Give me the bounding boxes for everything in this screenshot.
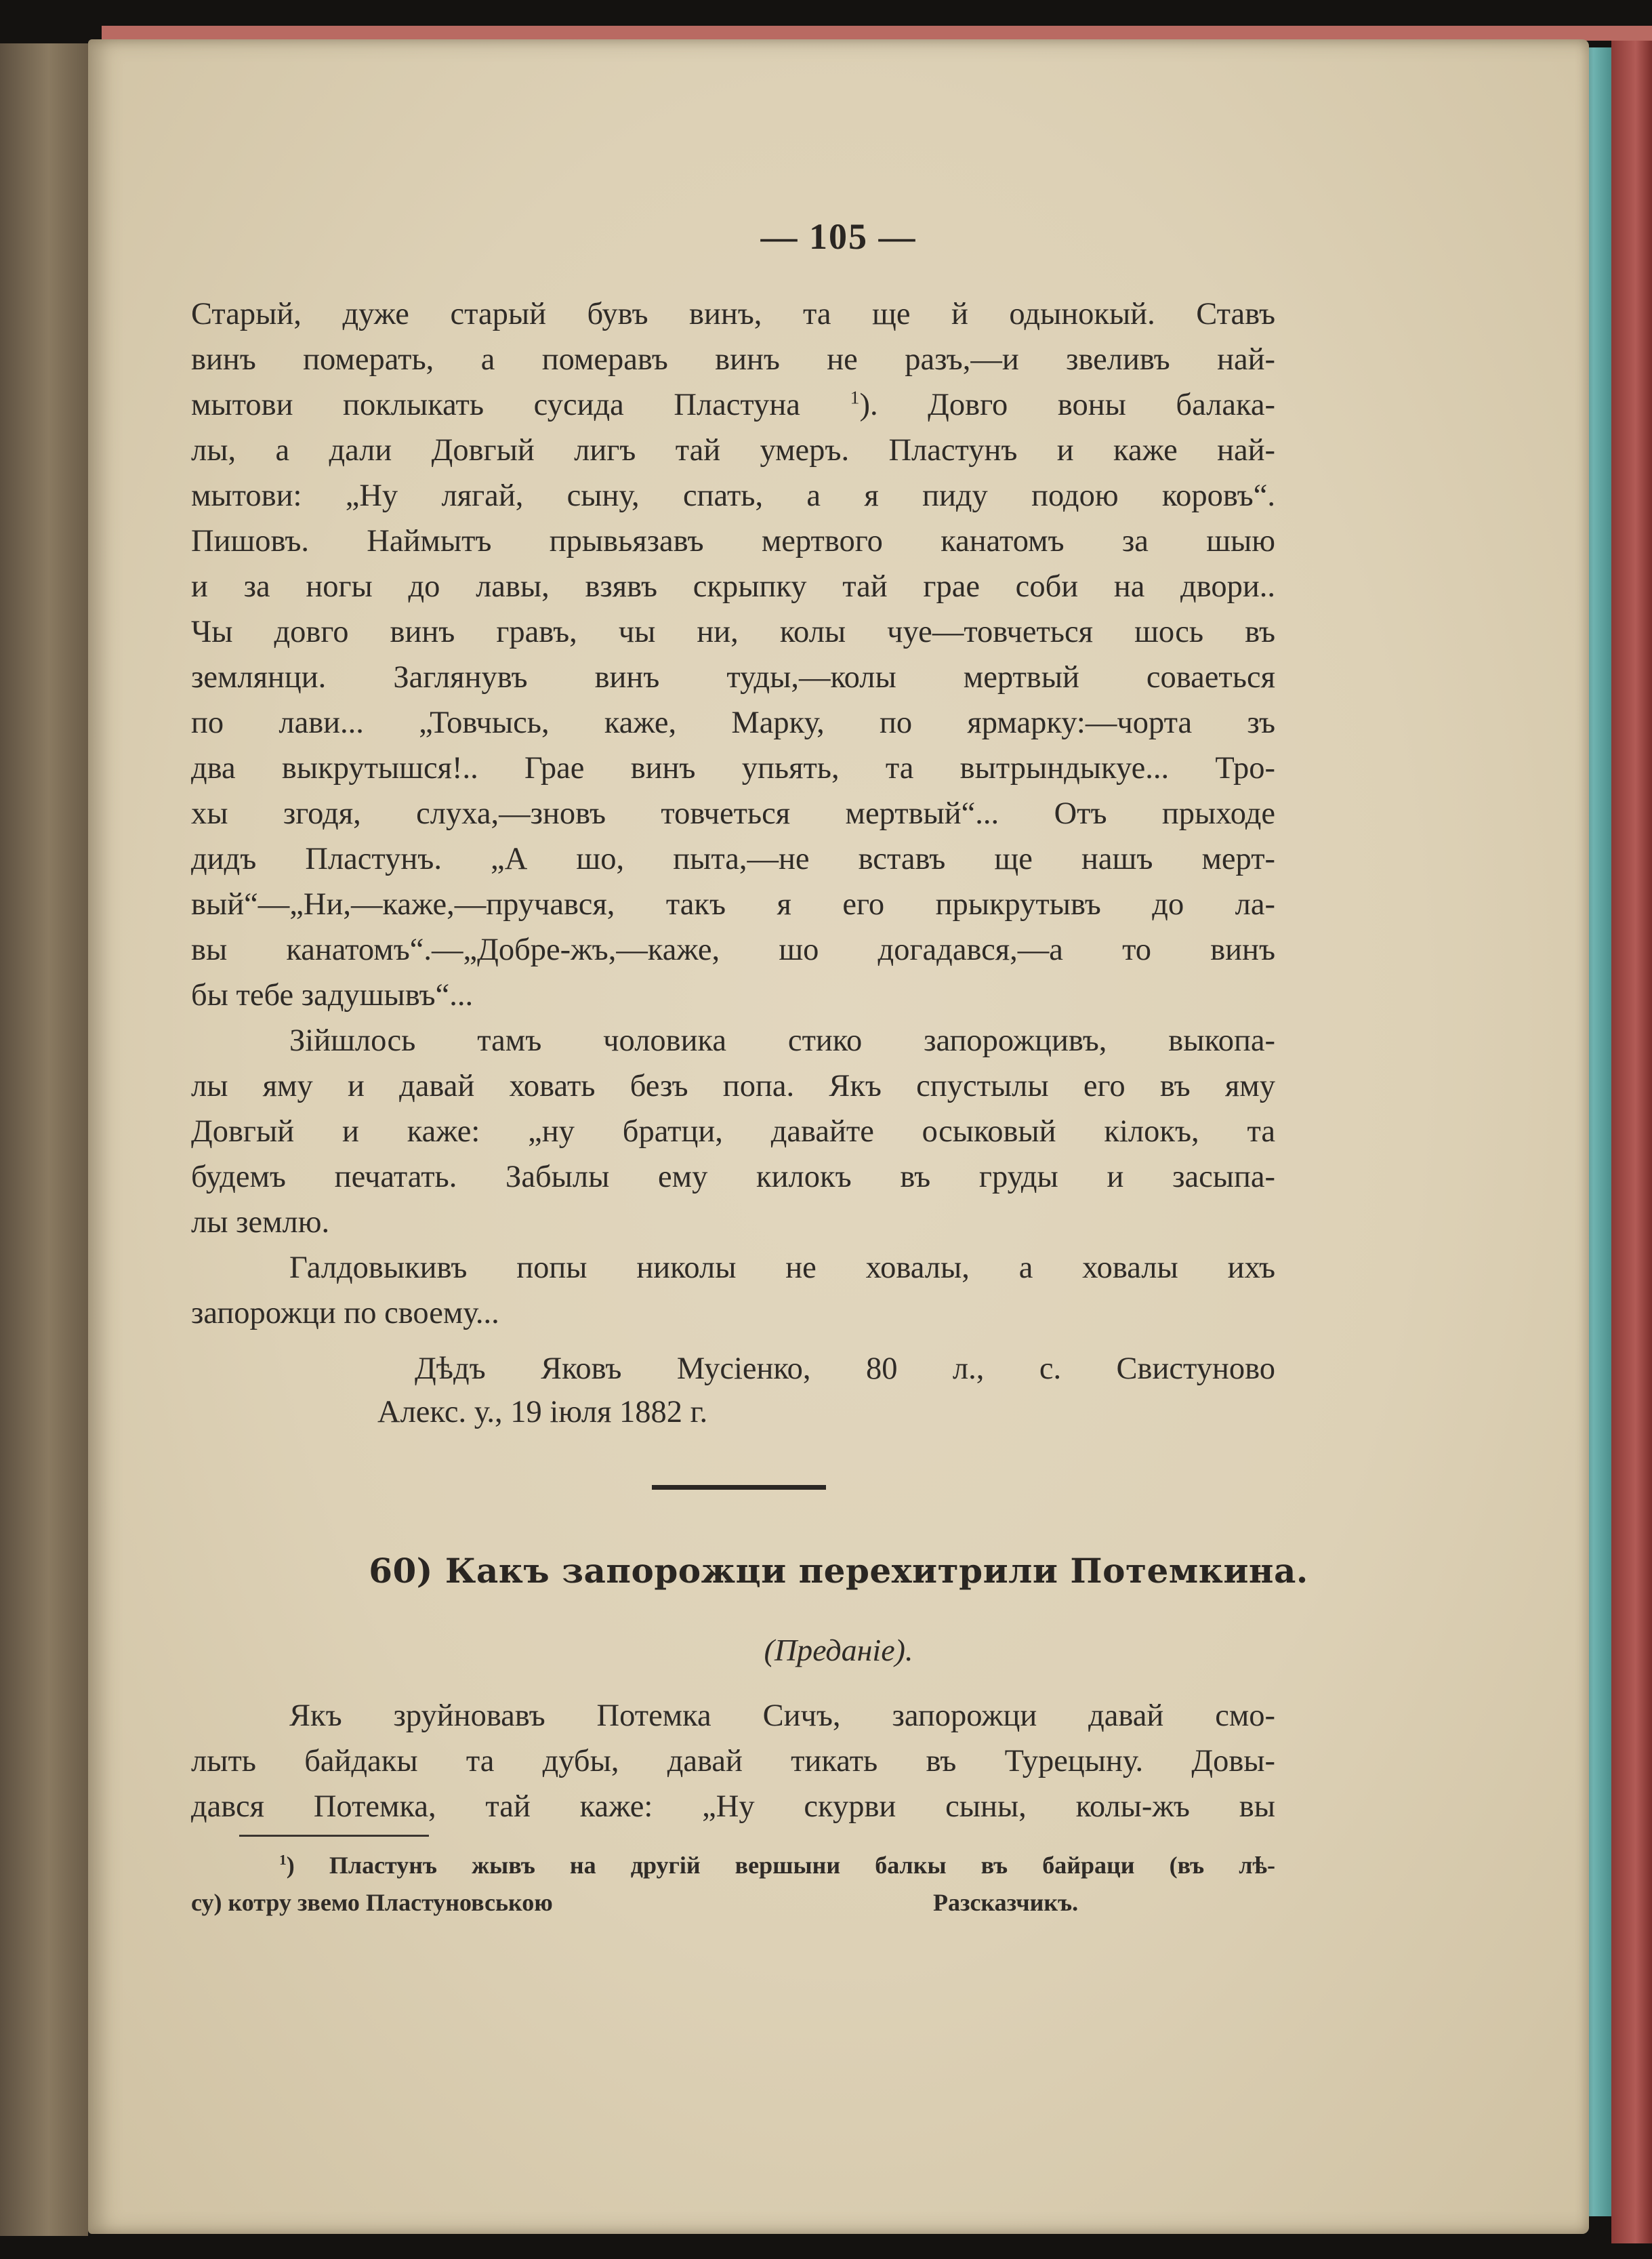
text-line: лы яму и давай ховать безъ попа. Якъ спустылы его въ яму <box>191 1069 1275 1103</box>
text-line: Галдовыкивъ попы николы не ховалы, а ховалы ихъ <box>289 1250 1275 1285</box>
binding-edge <box>102 26 1652 41</box>
text-line: дидъ Пластунъ. „А шо, пыта,—не вставъ ще нашъ мерт- <box>191 842 1275 876</box>
text-line: будемъ печатать. Забылы ему килокъ въ груды и засыпа- <box>191 1160 1275 1194</box>
text-line: бы тебе задушывъ“... <box>191 978 474 1013</box>
text-line: Чы довго винъ гравъ, чы ни, колы чуе—товчеться шось въ <box>191 615 1275 649</box>
text-line: и за ногы до лавы, взявъ скрыпку тай грае соби на двори.. <box>191 569 1275 604</box>
text-line: запорожци по своему... <box>191 1296 499 1330</box>
footnote-marker: 1 <box>279 1852 287 1868</box>
text-line: дався Потемка, тай каже: „Ну скурви сыны, колы-жъ вы <box>191 1789 1275 1824</box>
text-fragment: мытови поклыкать сусида Пластуна <box>191 388 800 422</box>
text-line: Старый, дуже старый бувъ винъ, та ще й одынокый. Ставъ <box>191 297 1275 331</box>
footnote-text: ) Пластунъ жывъ на другій вершыни балкы въ байраци (въ лѣ- <box>286 1852 1275 1879</box>
text-line: лыть байдакы та дубы, давай тикать въ Турецыну. Довы- <box>191 1744 1275 1778</box>
section-heading: 60) Какъ запорожци перехитрили Потемкина. <box>369 1551 1308 1591</box>
footnote-line <box>191 1847 1275 1884</box>
text-line: винъ померать, а померавъ винъ не разъ,—и звеливъ най- <box>191 342 1275 377</box>
text-line: лы землю. <box>191 1205 330 1240</box>
text-line: хы згодя, слуха,—зновъ товчеться мертвый“... Отъ прыходе <box>191 796 1275 831</box>
footnote <box>191 1847 1275 1921</box>
section-subheading: (Преданіе). <box>764 1633 913 1667</box>
text-line: Зійшлось тамъ чоловика стико запорожцивъ, выкопа- <box>289 1023 1275 1058</box>
text-line: Якъ зруйновавъ Потемка Сичъ, запорожци давай смо- <box>289 1698 1275 1733</box>
footnote-marker: 1 <box>850 387 860 409</box>
section-divider <box>652 1485 826 1490</box>
section-body <box>191 1693 1275 1829</box>
page-number: — 105 — <box>760 216 917 257</box>
story-ending <box>191 291 1275 1336</box>
text-line: лы, а дали Довгый лигъ тай умеръ. Пластунъ и каже най- <box>191 433 1275 468</box>
signature-line: Алекс. у., 19 іюля 1882 г. <box>377 1395 708 1429</box>
footnote-line: су) котру звемо Пластуновською <box>191 1889 553 1916</box>
text-line: Довгый и каже: „ну братци, давайте осыковый кілокъ, та <box>191 1114 1275 1149</box>
text-line: мытови: „Ну лягай, сыну, спать, а я пиду подою коровъ“. <box>191 479 1275 513</box>
book-cover-edge <box>1611 41 1652 2243</box>
text-line: землянци. Заглянувъ винъ туды,—колы мертвый соваеться <box>191 660 1275 695</box>
text-line: Пишовъ. Наймытъ прывьязавъ мертвого канатомъ за шыю <box>191 524 1275 558</box>
text-line: вы канатомъ“.—„Добре-жъ,—каже, шо догадався,—а то винъ <box>191 933 1275 967</box>
text-line: вый“—„Ни,—каже,—пручався, такъ я его прыкрутывъ до ла- <box>191 887 1275 922</box>
footnote-rule <box>239 1835 429 1837</box>
text-line: по лави... „Товчысь, каже, Марку, по ярмарку:—чорта зъ <box>191 706 1275 740</box>
signature-line: Дѣдъ Яковъ Мусіенко, 80 л., с. Свистуново <box>415 1351 1275 1386</box>
text-line: два выкрутышся!.. Грае винъ упьять, та вытрындыкуе... Тро- <box>191 751 1275 786</box>
text-line-with-footnote <box>191 382 1275 428</box>
facing-page-edge <box>0 43 88 2236</box>
text-fragment: ). Довго воны балака- <box>859 388 1275 422</box>
footnote-attribution: Разсказчикъ. <box>933 1889 1079 1916</box>
narrator-signature <box>191 1347 1275 1434</box>
